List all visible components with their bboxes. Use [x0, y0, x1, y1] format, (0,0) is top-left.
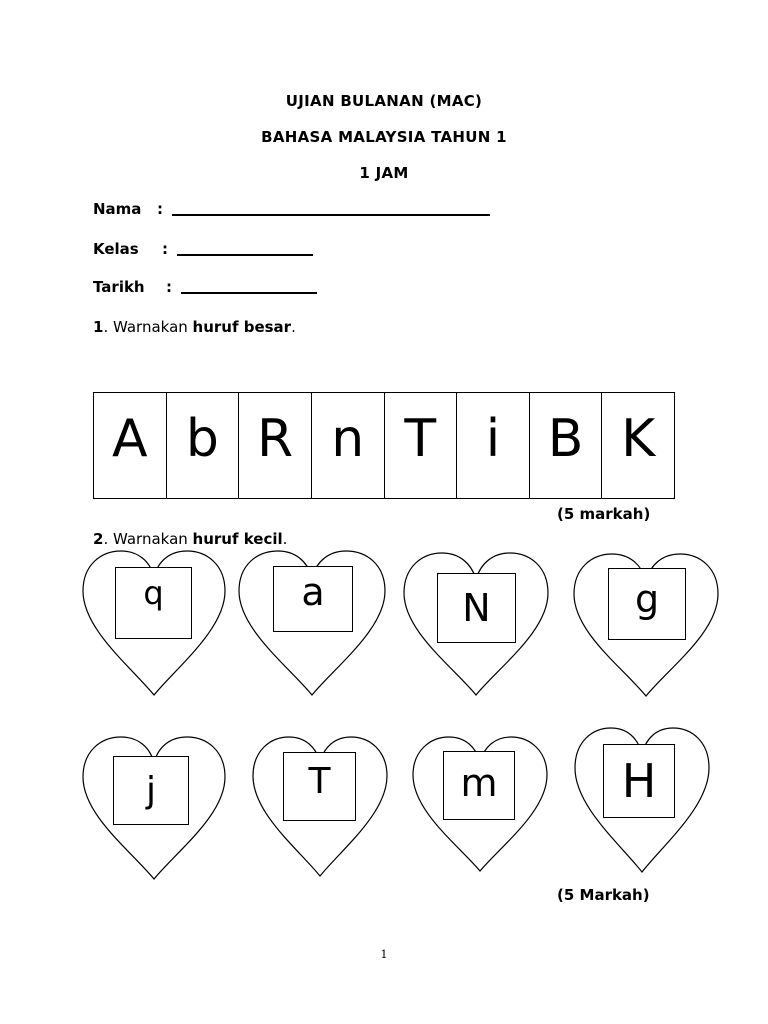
- kelas-label: Kelas: [93, 240, 139, 258]
- letter-cell[interactable]: A: [94, 393, 167, 498]
- kelas-colon: :: [162, 240, 168, 258]
- heart-letter-box[interactable]: m: [443, 751, 515, 820]
- heart-letter-box[interactable]: a: [273, 566, 353, 632]
- tarikh-field[interactable]: [181, 292, 317, 294]
- question-2-emphasis: huruf kecil: [192, 530, 283, 548]
- page-number: 1: [380, 948, 388, 961]
- question-2: [93, 530, 287, 548]
- heart-letter-box[interactable]: q: [115, 567, 192, 639]
- letter-cell[interactable]: n: [312, 393, 385, 498]
- tarikh-label: Tarikh: [93, 278, 145, 296]
- question-1: [93, 318, 296, 336]
- tarikh-colon: :: [166, 278, 172, 296]
- question-2-marks: (5 Markah): [557, 886, 650, 904]
- heart-letter-box[interactable]: g: [608, 568, 686, 640]
- nama-colon: :: [157, 200, 163, 218]
- heart-letter-box[interactable]: j: [113, 756, 189, 825]
- heart-letter-box[interactable]: N: [437, 573, 516, 643]
- duration: 1 JAM: [359, 164, 409, 182]
- question-1-number: 1: [93, 318, 104, 336]
- letter-table: [93, 392, 675, 499]
- question-2-number: 2: [93, 530, 104, 548]
- heart-letter-box[interactable]: T: [283, 752, 356, 821]
- exam-title: UJIAN BULANAN (MAC): [285, 92, 483, 110]
- question-2-prefix: . Warnakan: [103, 530, 193, 548]
- nama-field[interactable]: [172, 214, 490, 216]
- subject-title: BAHASA MALAYSIA TAHUN 1: [261, 128, 507, 146]
- question-2-suffix: .: [282, 530, 288, 548]
- letter-cell[interactable]: T: [385, 393, 458, 498]
- letter-cell[interactable]: i: [457, 393, 530, 498]
- letter-cell[interactable]: R: [239, 393, 312, 498]
- nama-label: Nama: [93, 200, 142, 218]
- letter-cell[interactable]: b: [167, 393, 240, 498]
- question-1-marks: (5 markah): [557, 505, 651, 523]
- letter-cell[interactable]: K: [621, 408, 656, 469]
- kelas-field[interactable]: [177, 254, 313, 256]
- question-1-suffix: .: [291, 318, 296, 336]
- letter-cell[interactable]: B: [530, 393, 603, 498]
- question-1-emphasis: huruf besar: [192, 318, 292, 336]
- question-1-prefix: . Warnakan: [103, 318, 193, 336]
- heart-letter-box[interactable]: H: [603, 744, 675, 818]
